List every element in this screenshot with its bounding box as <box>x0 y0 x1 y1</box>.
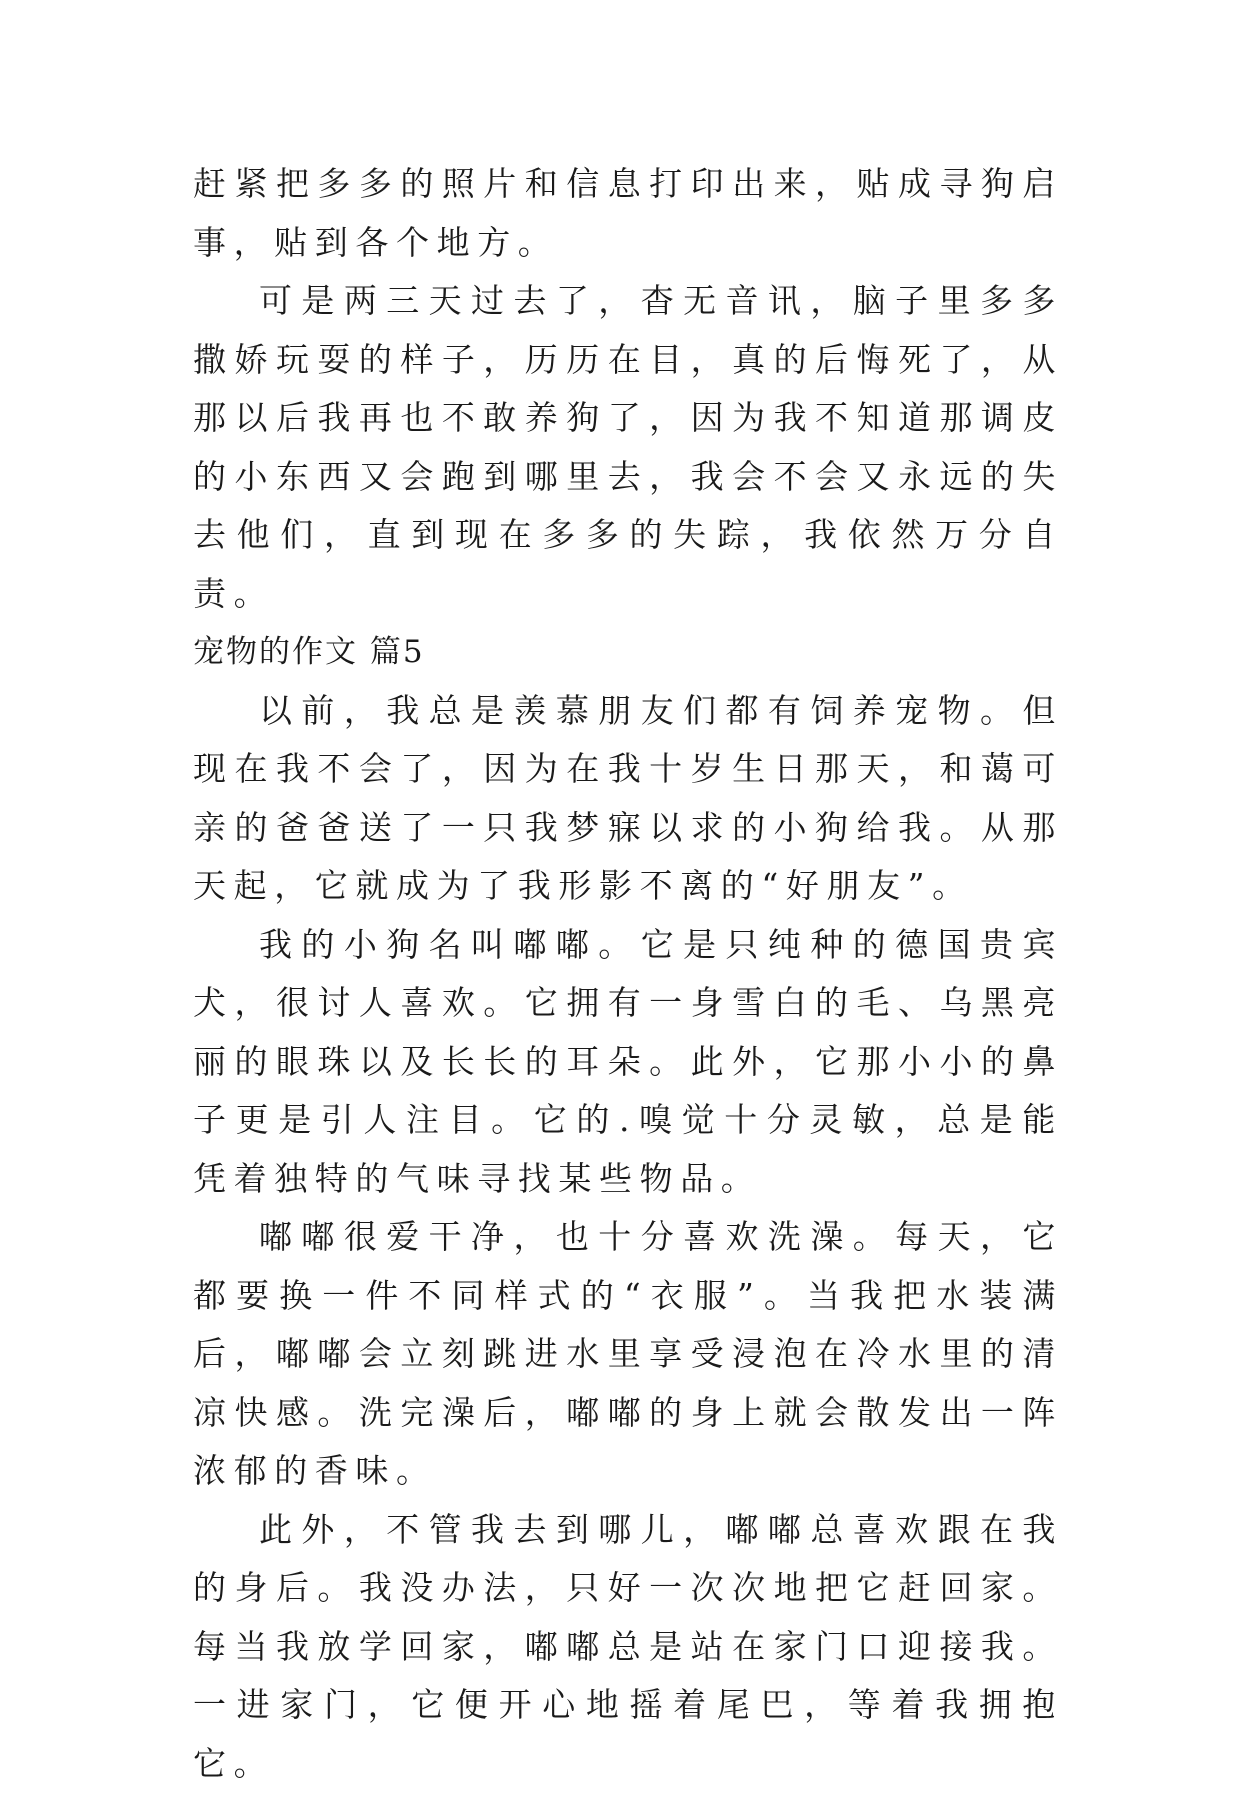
paragraph: 可是两三天过去了，杳无音讯，脑子里多多撒娇玩耍的样子，历历在目，真的后悔死了，从那以后我再也不敢养狗了，因为我不知道那调皮的小东西又会跑到哪里去，我会不会又永远的失去他们，直到现在多多的失踪，我依然万分自责。 <box>193 272 1063 623</box>
paragraph: 以前，我总是羡慕朋友们都有饲养宠物。但现在我不会了，因为在我十岁生日那天，和蔼可亲的爸爸送了一只我梦寐以求的小狗给我。从那天起，它就成为了我形影不离的“好朋友”。 <box>193 682 1063 916</box>
paragraph: 我的小狗名叫嘟嘟。它是只纯种的德国贵宾犬，很讨人喜欢。它拥有一身雪白的毛、乌黑亮丽的眼珠以及长长的耳朵。此外，它那小小的鼻子更是引人注目。它的.嗅觉十分灵敏，总是能凭着独特的气味寻找某些物品。 <box>193 916 1063 1209</box>
section-heading: 宠物的作文 篇5 <box>193 623 1063 682</box>
paragraph-continued: 赶紧把多多的照片和信息打印出来，贴成寻狗启事，贴到各个地方。 <box>193 155 1063 272</box>
document-body <box>193 155 1063 1793</box>
paragraph: 此外，不管我去到哪儿，嘟嘟总喜欢跟在我的身后。我没办法，只好一次次地把它赶回家。每当我放学回家，嘟嘟总是站在家门口迎接我。一进家门，它便开心地摇着尾巴，等着我拥抱它。 <box>193 1501 1063 1793</box>
paragraph: 嘟嘟很爱干净，也十分喜欢洗澡。每天，它都要换一件不同样式的“衣服”。当我把水装满后，嘟嘟会立刻跳进水里享受浸泡在冷水里的清凉快感。洗完澡后，嘟嘟的身上就会散发出一阵浓郁的香味。 <box>193 1208 1063 1501</box>
